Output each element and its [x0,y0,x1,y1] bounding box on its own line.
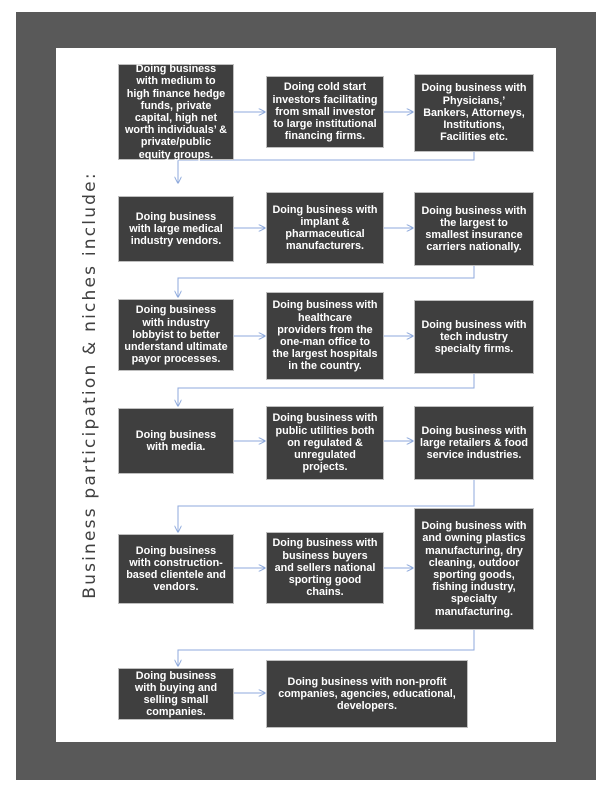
niche-box-r4-c3: Doing business with large retailers & food service industries. [414,406,534,480]
niche-box-r6-c1: Doing business with buying and selling small companies. [118,668,234,720]
niche-box-r3-c3: Doing business with tech industry specialty firms. [414,300,534,374]
niche-box-r6-c2: Doing business with non-profit companies, agencies, educational, developers. [266,660,468,728]
niche-box-r5-c3: Doing business with and owning plastics manufacturing, dry cleaning, outdoor sporting goods, fishing industry, specialty manufacturing. [414,508,534,630]
niche-box-r5-c1: Doing business with construction-based clientele and vendors. [118,534,234,604]
niche-box-r2-c3: Doing business with the largest to smallest insurance carriers nationally. [414,192,534,266]
niche-box-r3-c2: Doing business with healthcare providers from the one-man office to the largest hospitals in the country. [266,292,384,380]
niche-box-r2-c1: Doing business with large medical industry vendors. [118,196,234,262]
niche-box-r1-c2: Doing cold start investors facilitating from small investor to large institutional financing firms. [266,76,384,148]
niche-box-r5-c2: Doing business with business buyers and sellers national sporting good chains. [266,532,384,604]
side-title: Business participation & niches include: [80,171,100,599]
niche-box-r4-c1: Doing business with media. [118,408,234,474]
niche-box-r4-c2: Doing business with public utilities both on regulated & unregulated projects. [266,406,384,480]
niche-box-r1-c3: Doing business with Physicians,’ Bankers, Attorneys, Institutions, Facilities etc. [414,74,534,152]
niche-box-r1-c1: Doing business with medium to high finance hedge funds, private capital, high net worth individuals’ & private/public equity groups. [118,64,234,160]
niche-box-r3-c1: Doing business with industry lobbyist to better understand ultimate payor processes. [118,299,234,371]
niche-box-r2-c2: Doing business with implant & pharmaceutical manufacturers. [266,192,384,264]
